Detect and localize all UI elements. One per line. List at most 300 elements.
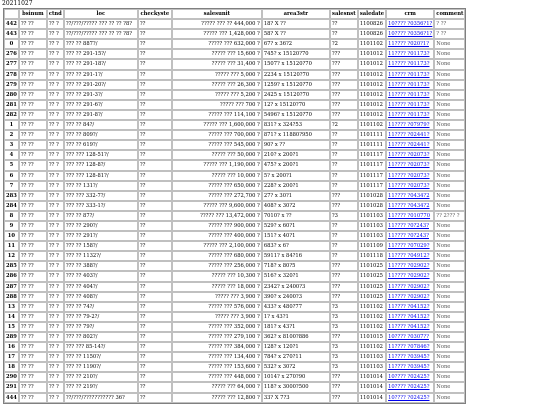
crm-link[interactable]: 11???? ?02073? (386, 160, 434, 170)
checkyste-cell: ?? (138, 201, 172, 211)
area3str-cell: 1014? x 270?90 (262, 372, 330, 382)
col-header-crm: crm (386, 9, 434, 19)
area3str-cell: 5911? x 84?16 (262, 251, 330, 261)
crm-link[interactable]: 11???? ?02902? (386, 282, 434, 292)
row-index: 444 (4, 393, 19, 403)
saledate-cell: 1101012 (358, 110, 386, 120)
ctnd-cell: ?? ? (47, 322, 64, 332)
table-row (4, 302, 465, 312)
col-header-comment: comment (434, 9, 465, 19)
bsinum-cell: ?? ?? (19, 90, 47, 100)
crm-link[interactable]: 11???? ?04152? (386, 312, 434, 322)
salesunit-cell: ????? ??? 5,000 ? (172, 70, 262, 80)
bsinum-cell: ?? ?? (19, 29, 47, 39)
loc-cell: ??? ?? 388?/ (64, 261, 138, 271)
area3str-cell: 871? x 11880?950 (262, 130, 330, 140)
loc-cell: ??? ?? 290?/ (64, 221, 138, 231)
checkyste-cell: ?? (138, 372, 172, 382)
checkyste-cell: ?? (138, 332, 172, 342)
loc-cell: ??? ?? 87?/ (64, 211, 138, 221)
crm-link[interactable]: 11???? ?04152? (386, 322, 434, 332)
comment-cell: None (434, 251, 465, 261)
loc-cell: ??? ?? 809?/ (64, 130, 138, 140)
comment-cell: None (434, 49, 465, 59)
comment-cell: None (434, 110, 465, 120)
crm-link[interactable]: 11???? ?01173? (386, 110, 434, 120)
area3str-cell: 210? x 200?1 (262, 150, 330, 160)
loc-cell: ??? ?? 1190?/ (64, 362, 138, 372)
crm-link[interactable]: 11???? ?0?243? (386, 231, 434, 241)
checkyste-cell: ?? (138, 292, 172, 302)
checkyste-cell: ?? (138, 211, 172, 221)
salesunit-cell: ????? ??? 5,200 ? (172, 90, 262, 100)
crm-link[interactable]: 11???? ?04912? (386, 251, 434, 261)
area3str-cell: 7010? x ?? (262, 211, 330, 221)
salesnst-cell: ?3 (330, 312, 358, 322)
salesunit-cell: ????? ??? 272,700 ? (172, 191, 262, 201)
comment-cell: None (434, 292, 465, 302)
salesunit-cell: ????? ??? 10,000 ? (172, 171, 262, 181)
bsinum-cell: ?? ?? (19, 171, 47, 181)
bsinum-cell: ?? ?? (19, 342, 47, 352)
comment-cell: None (434, 59, 465, 69)
crm-link[interactable]: 11???? ?0434?2 (386, 201, 434, 211)
comment-cell: None (434, 181, 465, 191)
salesnst-cell: ??? (330, 282, 358, 292)
saledate-cell: 1101117 (358, 150, 386, 160)
row-index: 442 (4, 19, 19, 29)
crm-link[interactable]: 11???? ?07846? (386, 342, 434, 352)
bsinum-cell: ?? ?? (19, 100, 47, 110)
crm-link[interactable]: 11???? ?01173? (386, 59, 434, 69)
comment-cell: None (434, 372, 465, 382)
ctnd-cell: ?? ? (47, 59, 64, 69)
saledate-cell: 1101014 (358, 393, 386, 403)
crm-link[interactable]: 11???? ?02902? (386, 261, 434, 271)
checkyste-cell: ?? (138, 261, 172, 271)
area3str-cell: 362? x 8100?886 (262, 332, 330, 342)
comment-cell: None (434, 70, 465, 80)
area3str-cell: 128? x 120?1 (262, 342, 330, 352)
loc-cell: ??? ?? 1132?/ (64, 251, 138, 261)
checkyste-cell: ?? (138, 80, 172, 90)
ctnd-cell: ?? ? (47, 241, 64, 251)
row-index: 276 (4, 49, 19, 59)
bsinum-cell: ?? ?? (19, 59, 47, 69)
ctnd-cell: ?? ? (47, 362, 64, 372)
comment-cell: None (434, 241, 465, 251)
row-index: 13 (4, 302, 19, 312)
area3str-cell: 5496? x 15120?70 (262, 110, 330, 120)
loc-cell: ??? ?? 291-1?/ (64, 70, 138, 80)
loc-cell: ??? ?? 219?/ (64, 382, 138, 392)
salesunit-cell: ????? ??? 576,000 ? (172, 302, 262, 312)
row-index: 290 (4, 372, 19, 382)
salesnst-cell: ?? (330, 241, 358, 251)
checkyste-cell: ?? (138, 382, 172, 392)
crm-link[interactable]: 11???? ?07979? (386, 120, 434, 130)
salesnst-cell: ?? (330, 160, 358, 170)
table-row (4, 110, 465, 120)
salesunit-cell: ????? ??? 153,600 ? (172, 362, 262, 372)
table-row (4, 29, 465, 39)
saledate-cell: 1101028 (358, 201, 386, 211)
crm-link[interactable]: 11???? ?02902? (386, 271, 434, 281)
ctnd-cell: ?? ? (47, 100, 64, 110)
salesnst-cell: ?3 (330, 302, 358, 312)
area3str-cell: 718? x 80?5 (262, 261, 330, 271)
salesunit-cell: ????? ??? 18,000 ? (172, 282, 262, 292)
saledate-cell: 1101028 (358, 191, 386, 201)
crm-link[interactable]: 10???? ?0356?1? (386, 29, 434, 39)
ctnd-cell: ?? ? (47, 211, 64, 221)
crm-link[interactable]: 11???? ?03945? (386, 352, 434, 362)
crm-link[interactable]: 11???? ?02073? (386, 181, 434, 191)
comment-cell: None (434, 120, 465, 130)
checkyste-cell: ?? (138, 322, 172, 332)
table-row (4, 201, 465, 211)
area3str-cell: 683? x 6? (262, 241, 330, 251)
saledate-cell: 1101103 (358, 352, 386, 362)
saledate-cell: 1101111 (358, 140, 386, 150)
crm-link[interactable]: 11???? ?0?243? (386, 221, 434, 231)
salesnst-cell: ??? (330, 80, 358, 90)
salesunit-cell: ????? ??? 9,600,000 ? (172, 201, 262, 211)
loc-cell: ??? ?? 802?/ (64, 332, 138, 342)
salesunit-cell: ????? ??? 1,190,000 ? (172, 160, 262, 170)
bsinum-cell: ?? ?? (19, 302, 47, 312)
bsinum-cell: ?? ?? (19, 372, 47, 382)
row-index: 277 (4, 59, 19, 69)
row-index: 281 (4, 100, 19, 110)
table-row (4, 211, 465, 221)
row-index: 283 (4, 191, 19, 201)
col-header-loc: loc (64, 9, 138, 19)
salesunit-cell: ????? ??? 50,000 ? (172, 150, 262, 160)
loc-cell: ??? ?? 291-15?/ (64, 49, 138, 59)
saledate-cell: 1101111 (358, 130, 386, 140)
ctnd-cell: ?? ? (47, 282, 64, 292)
salesnst-cell: ?3 (330, 352, 358, 362)
bsinum-cell: ?? ?? (19, 393, 47, 403)
ctnd-cell: ?? ? (47, 70, 64, 80)
loc-cell: ??? ?? 74?/ (64, 302, 138, 312)
bsinum-cell: ?? ?? (19, 271, 47, 281)
row-index: 18 (4, 362, 19, 372)
ctnd-cell: ?? ? (47, 332, 64, 342)
ctnd-cell: ?? ? (47, 150, 64, 160)
area3str-cell: 433? x 480?77 (262, 302, 330, 312)
ctnd-cell: ?? ? (47, 251, 64, 261)
loc-cell: ??? ?? 408?/ (64, 292, 138, 302)
area3str-cell: 390? x 2400?3 (262, 292, 330, 302)
loc-cell: ??? ?? 84?/ (64, 120, 138, 130)
table-row (4, 100, 465, 110)
bsinum-cell: ?? ?? (19, 110, 47, 120)
salesnst-cell: ??? (330, 90, 358, 100)
checkyste-cell: ?? (138, 150, 172, 160)
checkyste-cell: ?? (138, 171, 172, 181)
bsinum-cell: ?? ?? (19, 292, 47, 302)
loc-cell: ??? ??? 128-51?/ (64, 150, 138, 160)
saledate-cell: 1101012 (358, 90, 386, 100)
ctnd-cell: ?? ? (47, 171, 64, 181)
bsinum-cell: ?? ?? (19, 211, 47, 221)
bsinum-cell: ?? ?? (19, 181, 47, 191)
saledate-cell: 1101102 (358, 342, 386, 352)
data-table (3, 8, 466, 404)
saledate-cell: 1101102 (358, 322, 386, 332)
loc-cell: ??? ?? 291-20?/ (64, 80, 138, 90)
bsinum-cell: ?? ?? (19, 362, 47, 372)
comment-cell: None (434, 312, 465, 322)
crm-link[interactable]: 11???? ?04152? (386, 302, 434, 312)
checkyste-cell: ?? (138, 241, 172, 251)
loc-cell: ??? ?? 131?/ (64, 181, 138, 191)
loc-cell: ??/???/????? ??? ?? ?? ?8? (64, 29, 138, 39)
row-index: 16 (4, 342, 19, 352)
table-row (4, 342, 465, 352)
salesnst-cell: ?? (330, 251, 358, 261)
loc-cell: ??? ?? 619?/ (64, 140, 138, 150)
crm-link[interactable]: 11???? ?02073? (386, 171, 434, 181)
crm-link[interactable]: 11???? ?02441? (386, 140, 434, 150)
crm-link[interactable]: 11???? ?01173? (386, 70, 434, 80)
ctnd-cell: ?? ? (47, 221, 64, 231)
salesnst-cell: ??? (330, 49, 358, 59)
salesunit-cell: ????? ??? 134,400 ? (172, 352, 262, 362)
bsinum-cell: ?? ?? (19, 352, 47, 362)
row-index: 15 (4, 322, 19, 332)
ctnd-cell: ?? ? (47, 312, 64, 322)
row-index: 14 (4, 312, 19, 322)
salesunit-cell: ????? ??? 13,472,000 ? (172, 211, 262, 221)
row-index: 286 (4, 271, 19, 281)
comment-cell: None (434, 191, 465, 201)
crm-link[interactable]: 11???? ?01173? (386, 90, 434, 100)
crm-link[interactable]: 11???? ?03945? (386, 362, 434, 372)
saledate-cell: 1101025 (358, 261, 386, 271)
row-index: 0 (4, 39, 19, 49)
crm-link[interactable]: 11???? ?07029? (386, 241, 434, 251)
comment-cell: ? ?? (434, 29, 465, 39)
area3str-cell: 745? x 15120?70 (262, 49, 330, 59)
loc-cell: ??? ??? 128-81?/ (64, 171, 138, 181)
table-row (4, 19, 465, 29)
comment-cell: None (434, 362, 465, 372)
saledate-cell: 1101117 (358, 171, 386, 181)
saledate-cell: 1101102 (358, 312, 386, 322)
bsinum-cell: ?? ?? (19, 322, 47, 332)
row-index: 3 (4, 140, 19, 150)
table-row (4, 241, 465, 251)
row-index: 17 (4, 352, 19, 362)
row-index: 1 (4, 120, 19, 130)
loc-cell: ??? ?? 158?/ (64, 241, 138, 251)
salesunit-cell: ????? ??? 3,900 ? (172, 292, 262, 302)
table-row (4, 271, 465, 281)
bsinum-cell: ?? ?? (19, 312, 47, 322)
checkyste-cell: ?? (138, 120, 172, 130)
bsinum-cell: ?? ?? (19, 80, 47, 90)
comment-cell: None (434, 160, 465, 170)
ctnd-cell: ?? ? (47, 261, 64, 271)
row-index: 12 (4, 251, 19, 261)
checkyste-cell: ?? (138, 140, 172, 150)
salesunit-cell: ????? ??? ?? 444,000 ? (172, 19, 262, 29)
saledate-cell: 1101015 (358, 332, 386, 342)
salesnst-cell: ?? (330, 150, 358, 160)
loc-cell: ??? ?? 79?/ (64, 322, 138, 332)
saledate-cell: 1101012 (358, 80, 386, 90)
salesnst-cell: ??? (330, 59, 358, 69)
bsinum-cell: ?? ?? (19, 150, 47, 160)
area3str-cell: 33? X 7?3 (262, 393, 330, 403)
loc-cell: ??? ??? 333-1?/ (64, 201, 138, 211)
ctnd-cell: ?? ? (47, 140, 64, 150)
comment-cell: None (434, 221, 465, 231)
area3str-cell: 228? x 200?1 (262, 181, 330, 191)
crm-link[interactable]: 11???? ?01173? (386, 100, 434, 110)
comment-cell: ? ?? (434, 19, 465, 29)
salesnst-cell: ?2 (330, 120, 358, 130)
crm-link[interactable]: 11???? ?02073? (386, 150, 434, 160)
crm-link[interactable]: 11???? ?01173? (386, 80, 434, 90)
salesunit-cell: ????? ??? 1,600,000 ? (172, 120, 262, 130)
ctnd-cell: ?? ? (47, 302, 64, 312)
salesunit-cell: ????? ??? 650,000 ? (172, 181, 262, 191)
ctnd-cell: ?? ? (47, 181, 64, 191)
crm-link[interactable]: 10???? ?02425? (386, 393, 434, 403)
bsinum-cell: ?? ?? (19, 70, 47, 80)
table-row (4, 130, 465, 140)
area3str-cell: 58? X ?? (262, 29, 330, 39)
bsinum-cell: ?? ?? (19, 231, 47, 241)
crm-link[interactable]: 10???? ?0307?? (386, 332, 434, 342)
table-body (4, 19, 465, 403)
table-row (4, 332, 465, 342)
table-row (4, 70, 465, 80)
saledate-cell: 1101109 (358, 241, 386, 251)
saledate-cell: 1101118 (358, 251, 386, 261)
crm-link[interactable]: 10???? ?02425? (386, 372, 434, 382)
ctnd-cell: ?? ? (47, 90, 64, 100)
salesunit-cell: ????? ??? 279,100 ? (172, 332, 262, 342)
ctnd-cell: ?? ? (47, 393, 64, 403)
comment-cell: None (434, 150, 465, 160)
ctnd-cell: ?? ? (47, 29, 64, 39)
bsinum-cell: ?? ?? (19, 221, 47, 231)
bsinum-cell: ?? ?? (19, 191, 47, 201)
area3str-cell: 5? x 200?1 (262, 171, 330, 181)
table-header-row (4, 9, 465, 19)
table-row (4, 59, 465, 69)
table-row (4, 39, 465, 49)
salesunit-cell: ????? ??? 256,000 ? (172, 261, 262, 271)
salesnst-cell: ?3 (330, 211, 358, 221)
row-index: 284 (4, 201, 19, 211)
crm-link[interactable]: 11???? ?01173? (386, 49, 434, 59)
saledate-cell: 1101012 (358, 70, 386, 80)
table-row (4, 171, 465, 181)
area3str-cell: 27? x 30?1 (262, 191, 330, 201)
area3str-cell: 90? x ?? (262, 140, 330, 150)
loc-cell: ??? ?? 210?/ (64, 372, 138, 382)
comment-cell: None (434, 382, 465, 392)
checkyste-cell: ?? (138, 130, 172, 140)
row-index: 8 (4, 211, 19, 221)
row-index: 10 (4, 231, 19, 241)
comment-cell: None (434, 332, 465, 342)
comment-cell: None (434, 342, 465, 352)
row-index: 280 (4, 90, 19, 100)
crm-link[interactable]: 10???? ?02425? (386, 382, 434, 392)
comment-cell: ?? 2??? ? (434, 211, 465, 221)
salesunit-cell: ????? ??? 114,100 ? (172, 110, 262, 120)
row-index: 278 (4, 70, 19, 80)
table-row (4, 231, 465, 241)
saledate-cell: 1100826 (358, 29, 386, 39)
salesunit-cell: ????? ??? 3,900 ? (172, 312, 262, 322)
crm-link[interactable]: 11???? ?020?1? (386, 39, 434, 49)
col-header-index (4, 9, 19, 19)
saledate-cell: 1101012 (358, 100, 386, 110)
area3str-cell: 12? x 15120?70 (262, 100, 330, 110)
salesnst-cell: ??? (330, 271, 358, 281)
col-header-ctnd: ctnd (47, 9, 64, 19)
table-row (4, 393, 465, 403)
checkyste-cell: ?? (138, 352, 172, 362)
row-index: 287 (4, 282, 19, 292)
checkyste-cell: ?? (138, 110, 172, 120)
crm-link[interactable]: 11???? ?010770 (386, 211, 434, 221)
saledate-cell: 1101117 (358, 160, 386, 170)
ctnd-cell: ?? ? (47, 39, 64, 49)
comment-cell: None (434, 90, 465, 100)
row-index: 443 (4, 29, 19, 39)
saledate-cell: 1101102 (358, 302, 386, 312)
area3str-cell: 2342? x 2400?3 (262, 282, 330, 292)
checkyste-cell: ?? (138, 312, 172, 322)
salesnst-cell: ?? (330, 221, 358, 231)
salesnst-cell: ?3 (330, 362, 358, 372)
checkyste-cell: ?? (138, 70, 172, 80)
salesunit-cell: ????? ??? 26,300 ? (172, 80, 262, 90)
comment-cell: None (434, 302, 465, 312)
crm-link[interactable]: 11???? ?02902? (386, 292, 434, 302)
loc-cell: ??? ??? 332-7?/ (64, 191, 138, 201)
crm-link[interactable]: 10???? ?0356?1? (386, 19, 434, 29)
checkyste-cell: ?? (138, 302, 172, 312)
ctnd-cell: ?? ? (47, 231, 64, 241)
table-row (4, 312, 465, 322)
saledate-cell: 1101102 (358, 39, 386, 49)
salesnst-cell: ?? (330, 29, 358, 39)
checkyste-cell: ?? (138, 90, 172, 100)
crm-link[interactable]: 11???? ?02441? (386, 130, 434, 140)
table-row (4, 120, 465, 130)
loc-cell: ??? ?? 291-6?/ (64, 100, 138, 110)
area3str-cell: 408? x 30?2 (262, 201, 330, 211)
ctnd-cell: ?? ? (47, 120, 64, 130)
bsinum-cell: ?? ?? (19, 261, 47, 271)
checkyste-cell: ?? (138, 271, 172, 281)
area3str-cell: 2425 x 15120?70 (262, 90, 330, 100)
salesnst-cell: ?? (330, 171, 358, 181)
area3str-cell: 529? x 60?1 (262, 221, 330, 231)
salesnst-cell: ??? (330, 191, 358, 201)
crm-link[interactable]: 11???? ?0434?2 (386, 191, 434, 201)
